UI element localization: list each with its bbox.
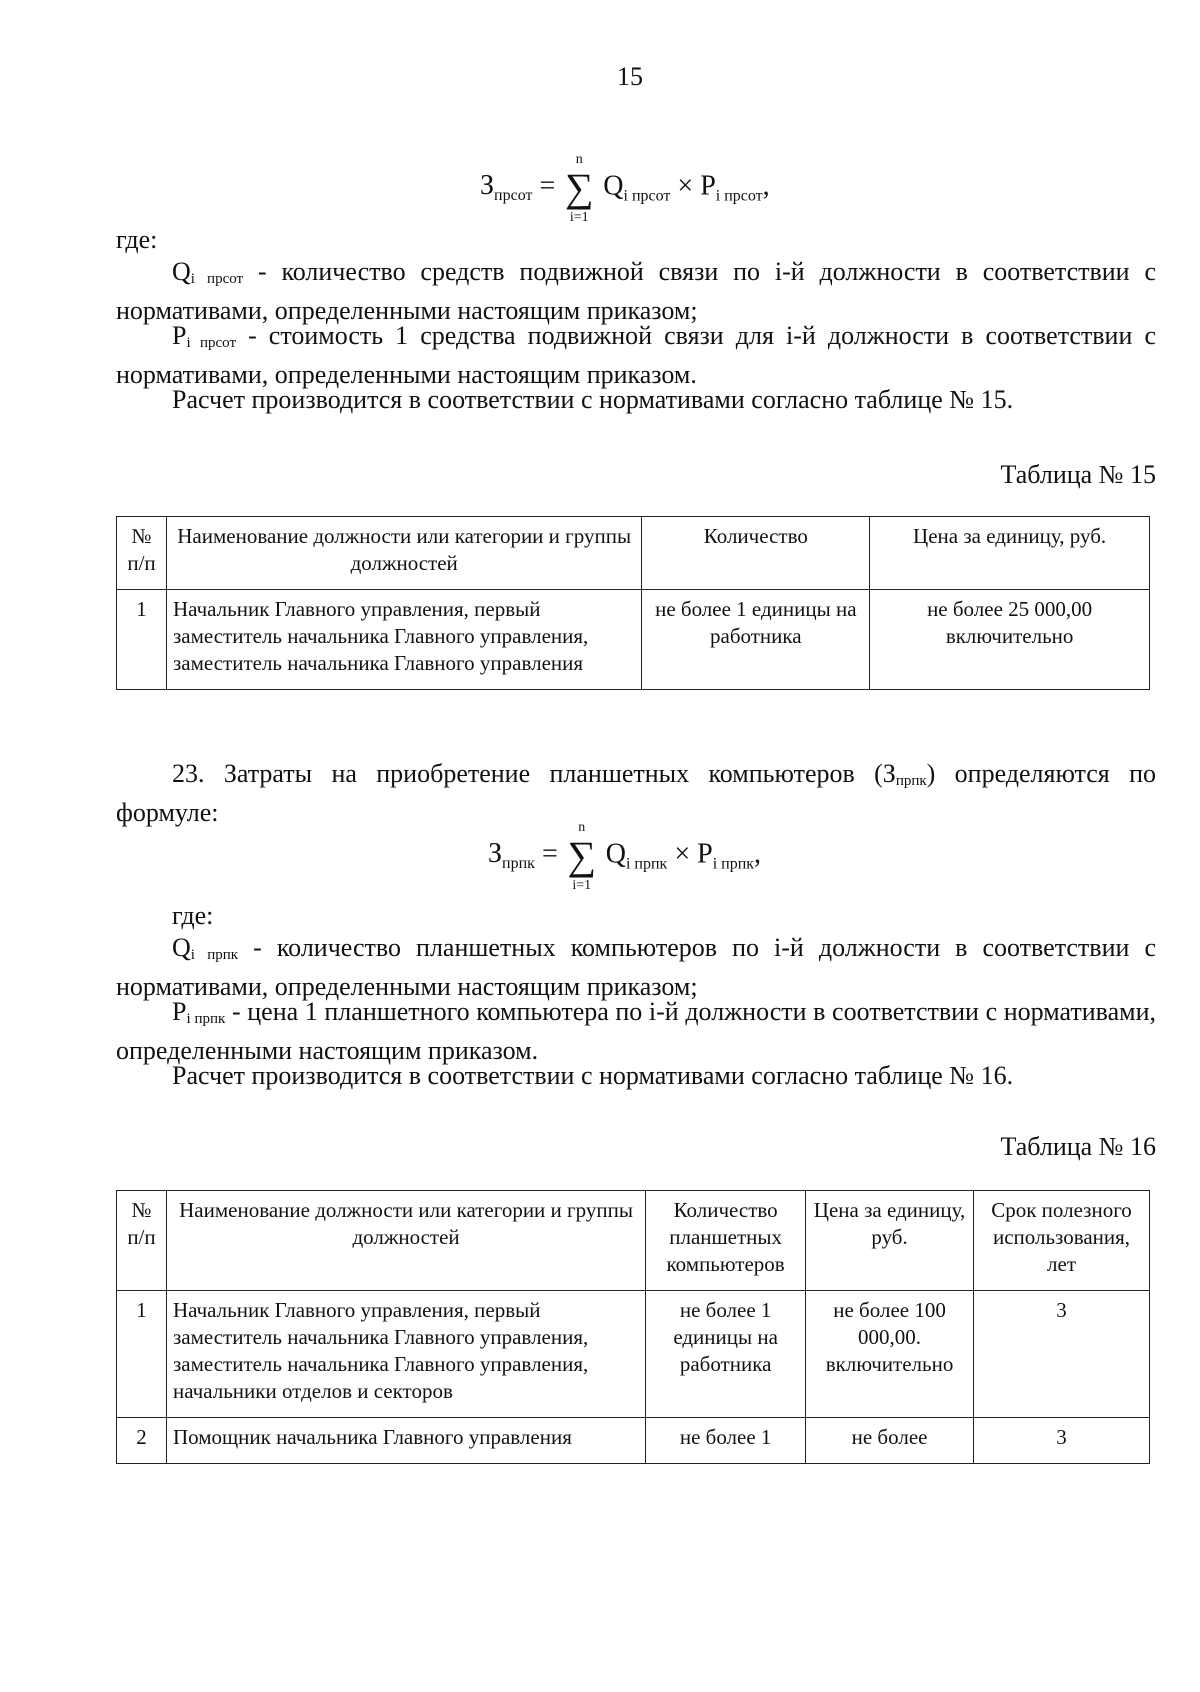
table-16-caption: Таблица № 16 — [1000, 1132, 1156, 1161]
page-number: 15 — [617, 62, 643, 91]
where-label: где: — [116, 225, 158, 254]
header-useful-life: Срок полезного использования, лет — [974, 1191, 1150, 1291]
formula-lhs: $З_{прсот}$ — [480, 170, 533, 205]
cell-number: 1 — [117, 590, 167, 690]
formula-mobile-cost: $З_{прсот}$ = n ∑ i=1 $Q_{i прсот} \times P_{i прсот}$, — [480, 152, 770, 225]
sum-symbol: n ∑ i=1 — [565, 152, 594, 225]
sum-symbol: n ∑ i=1 — [567, 820, 596, 893]
header-number: № п/п — [117, 1191, 167, 1291]
cell-price: не более 25 000,00 включительно — [870, 590, 1150, 690]
cell-useful-life: 3 — [974, 1418, 1150, 1464]
definition-q-prpk: $Q_{i прпк}$ - количество планшетных компьютеров по i-й должности в соответствии с нормативами, определенными настоящим приказом; — [116, 933, 1156, 1001]
header-price: Цена за единицу, руб. — [806, 1191, 974, 1291]
paragraph-23: 23. Затраты на приобретение планшетных компьютеров $(З_{прпк})$ определяются по формуле: — [116, 759, 1156, 827]
table-15 — [116, 516, 1150, 690]
cell-position: Начальник Главного управления, первый заместитель начальника Главного управления, заместитель начальника Главного управления — [166, 590, 641, 690]
formula-lhs: $З_{прпк}$ — [488, 838, 535, 873]
header-price: Цена за единицу, руб. — [870, 517, 1150, 590]
cell-number: 1 — [117, 1291, 167, 1418]
header-number: № п/п — [117, 517, 167, 590]
table-header-row — [117, 517, 1150, 590]
definition-p-prsot: $P_{i прсот}$ - стоимость 1 средства подвижной связи для i-й должности в соответствии с нормативами, определенными настоящим приказом. — [116, 321, 1156, 389]
cell-position: Помощник начальника Главного управления — [166, 1418, 645, 1464]
definition-p-prpk: $P_{i прпк}$ - цена 1 планшетного компьютера по i-й должности в соответствии с нормативами, определенными настоящим приказом. — [116, 997, 1157, 1065]
where-label: где: — [172, 901, 214, 930]
cell-price: не более — [806, 1418, 974, 1464]
table-row — [117, 1418, 1150, 1464]
table-16 — [116, 1190, 1150, 1464]
table-row — [117, 590, 1150, 690]
header-position: Наименование должности или категории и группы должностей — [166, 517, 641, 590]
cell-quantity: не более 1 единицы на работника — [642, 590, 870, 690]
cell-useful-life: 3 — [974, 1291, 1150, 1418]
cell-price: не более 100 000,00. включительно — [806, 1291, 974, 1418]
calculation-note-15: Расчет производится в соответствии с нормативами согласно таблице № 15. — [172, 385, 1014, 414]
header-quantity: Количество — [642, 517, 870, 590]
header-quantity: Количество планшетных компьютеров — [646, 1191, 806, 1291]
header-position: Наименование должности или категории и группы должностей — [166, 1191, 645, 1291]
table-header-row — [117, 1191, 1150, 1291]
formula-tablet-cost: $З_{прпк}$ = n ∑ i=1 $Q_{i прпк} \times P_{i прпк}$, — [488, 820, 762, 893]
cell-quantity: не более 1 — [646, 1418, 806, 1464]
calculation-note-16: Расчет производится в соответствии с нормативами согласно таблице № 16. — [172, 1061, 1014, 1090]
cell-quantity: не более 1 единицы на работника — [646, 1291, 806, 1418]
cell-position: Начальник Главного управления, первый заместитель начальника Главного управления, заместитель начальника Главного управления, начальники отделов и секторов — [166, 1291, 645, 1418]
table-15-caption: Таблица № 15 — [1000, 460, 1156, 489]
cell-number: 2 — [117, 1418, 167, 1464]
definition-q-prsot: $Q_{i прсот}$ - количество средств подвижной связи по i-й должности в соответствии с нормативами, определенными настоящим приказом; — [116, 257, 1156, 325]
table-row — [117, 1291, 1150, 1418]
